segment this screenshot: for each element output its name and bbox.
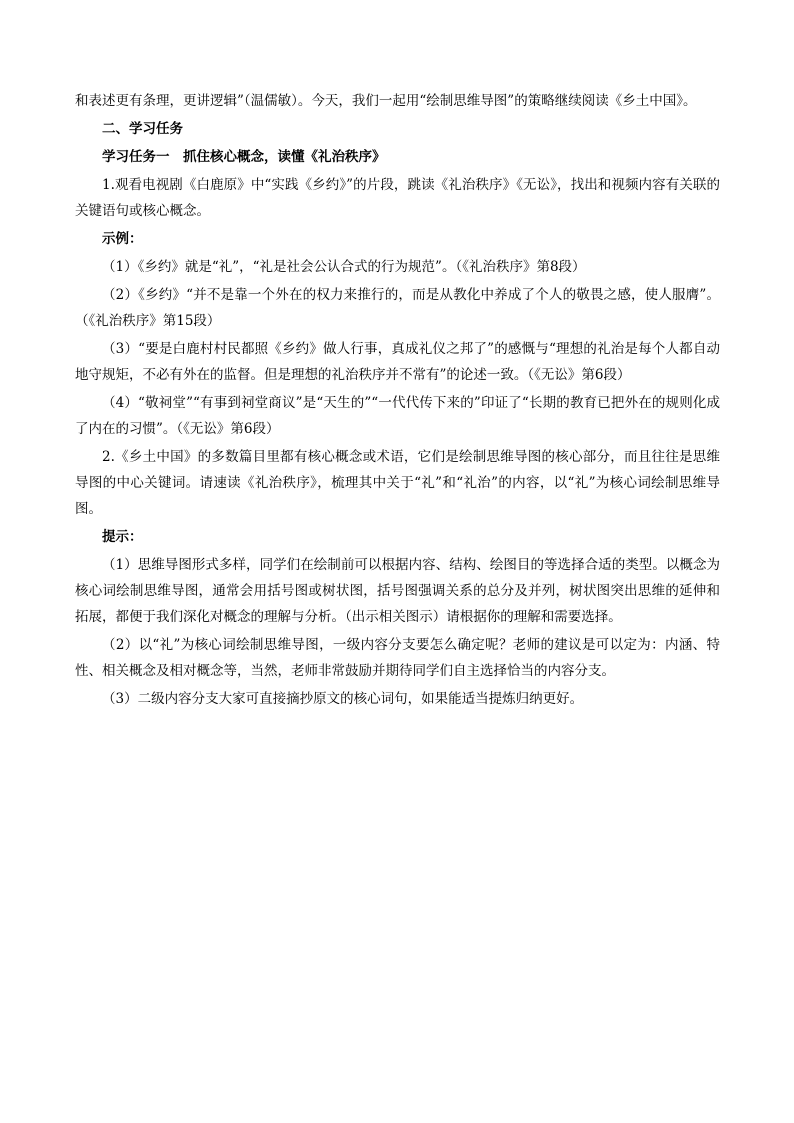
section-heading-learning-tasks: 二、学习任务 xyxy=(102,121,183,137)
document-page xyxy=(75,88,720,712)
example-item-4: （4）“敬祠堂”“有事到祠堂商议”是“天生的”“一代代传下来的”印证了“长期的教育已把外在的规则化成了内在的习惯”。（《无讼》第6段） xyxy=(75,395,720,437)
hint-item-2: （2）以“礼”为核心词绘制思维导图，一级内容分支要怎么确定呢？老师的建议是可以定为：内涵、特性、相关概念及相对概念等，当然，老师非常鼓励并期待同学们自主选择恰当的内容分支。 xyxy=(75,637,720,679)
example-item-2: （2）《乡约》“并不是靠一个外在的权力来推行的，而是从教化中养成了个人的敬畏之感，使人服膺”。（《礼治秩序》第15段） xyxy=(75,287,720,329)
task-one-heading: 学习任务一 抓住核心概念，读懂《礼治秩序》 xyxy=(102,149,386,165)
hint-item-3: （3）二级内容分支大家可直接摘抄原文的核心词句，如果能适当提炼归纳更好。 xyxy=(102,691,584,707)
hint-label: 提示： xyxy=(102,529,143,545)
task-one-item-1: 1.观看电视剧《白鹿原》中“实践《乡约》”的片段，跳读《礼治秩序》《无讼》，找出和视频内容有关联的关键语句或核心概念。 xyxy=(75,177,720,219)
example-item-3: （3）“要是白鹿村村民都照《乡约》做人行事，真成礼仪之邦了”的感慨与“理想的礼治是每个人都自动地守规矩，不必有外在的监督。但是理想的礼治秩序并不常有”的论述一致。（《无讼》第6段） xyxy=(75,341,720,383)
hint-item-1: （1）思维导图形式多样，同学们在绘制前可以根据内容、结构、绘图目的等选择合适的类型。以概念为核心词绘制思维导图，通常会用括号图或树状图，括号图强调关系的总分及并列，树状图突出思维的延伸和拓展，都便于我们深化对概念的理解与分析。（出示相关图示）请根据你的理解和需要选择。 xyxy=(75,557,720,625)
paragraph-intro-continued: 和表述更有条理，更讲逻辑”（温儒敏）。今天，我们一起用“绘制思维导图”的策略继续阅读《乡土中国》。 xyxy=(75,93,697,109)
example-label: 示例： xyxy=(102,231,143,247)
task-one-item-2: 2.《乡土中国》的多数篇目里都有核心概念或术语，它们是绘制思维导图的核心部分，而且往往是思维导图的中心关键词。请速读《礼治秩序》，梳理其中关于“礼”和“礼治”的内容，以“礼”为核心词绘制思维导图。 xyxy=(75,449,720,517)
example-item-1: （1）《乡约》就是“礼”，“礼是社会公认合式的行为规范”。（《礼治秩序》第8段） xyxy=(102,259,586,275)
